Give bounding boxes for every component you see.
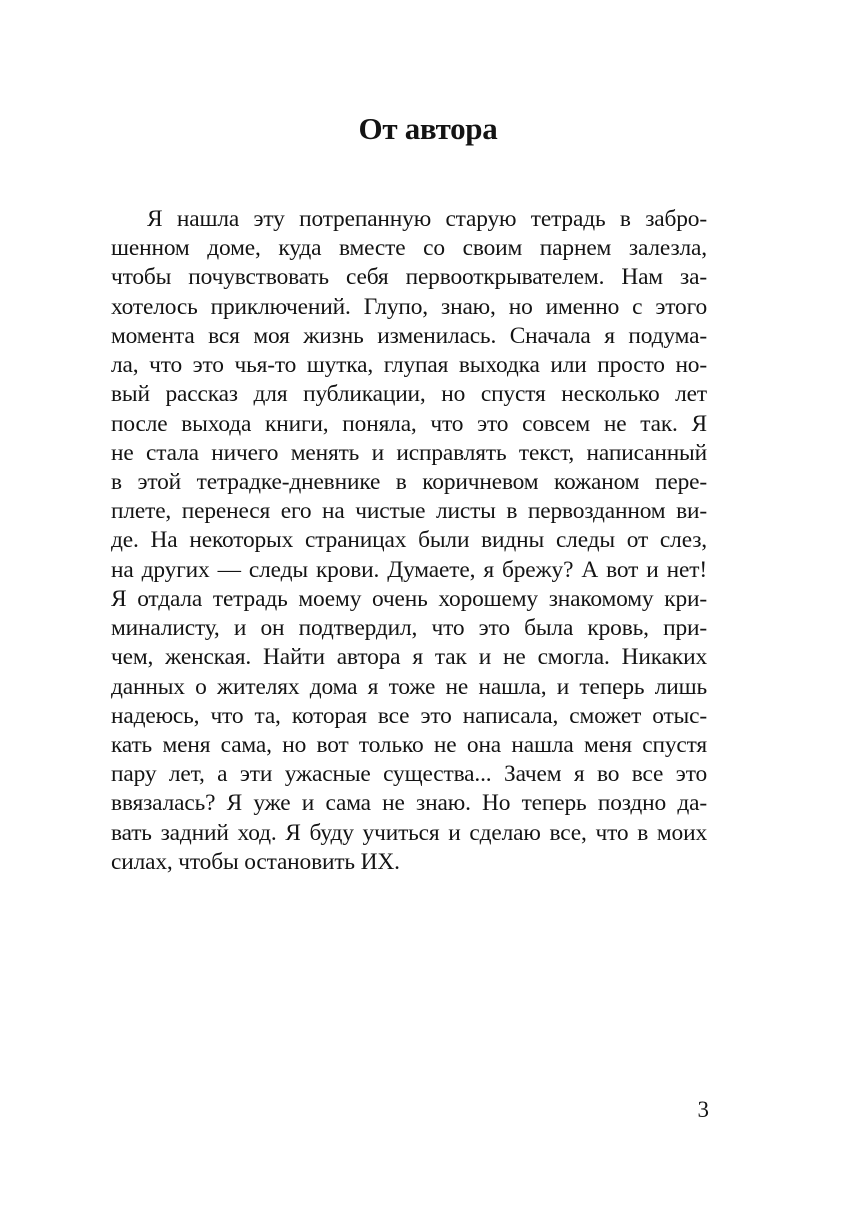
text-line: ввязалась? Я уже и сама не знаю. Но теперь поздно да- [111, 790, 707, 817]
text-line: пару лет, а эти ужасные существа... Зачем я во все это [111, 761, 707, 788]
text-line: плете, перенеся его на чистые листы в первозданном ви- [111, 498, 707, 525]
text-line: кать меня сама, но вот только не она нашла меня спустя [111, 731, 707, 758]
text-line: Я отдала тетрадь моему очень хорошему знакомому кри- [111, 585, 707, 612]
text-line: шенном доме, куда вместе со своим парнем залезла, [111, 235, 707, 262]
text-line: данных о жителях дома я тоже не нашла, и теперь лишь [111, 673, 707, 700]
text-line: момента вся моя жизнь изменилась. Сначала я подума- [111, 322, 707, 349]
text-line: чтобы почувствовать себя первооткрывателем. Нам за- [111, 264, 707, 291]
text-line: силах, чтобы остановить ИХ. [111, 848, 400, 875]
text-line: надеюсь, что та, которая все это написала, сможет отыс- [111, 702, 707, 729]
text-line: в этой тетрадке-дневнике в коричневом кожаном пере- [111, 468, 707, 495]
text-line: де. На некоторых страницах были видны следы от слез, [111, 527, 707, 554]
text-line: после выхода книги, поняла, что это совсем не так. Я [111, 410, 707, 437]
text-line: хотелось приключений. Глупо, знаю, но именно с этого [111, 293, 707, 320]
page-number: 3 [697, 1097, 709, 1122]
text-line: миналисту, и он подтвердил, что это была кровь, при- [111, 615, 707, 642]
text-line: вать задний ход. Я буду учиться и сделаю все, что в моих [111, 819, 707, 846]
body-paragraph [111, 205, 707, 877]
text-line: Я нашла эту потрепанную старую тетрадь в забро- [147, 206, 707, 232]
text-line: чем, женская. Найти автора я так и не смогла. Никаких [111, 644, 707, 671]
page-title: От автора [358, 111, 498, 146]
text-line: на других — следы крови. Думаете, я брежу? А вот и нет! [111, 556, 707, 583]
text-line: не стала ничего менять и исправлять текст, написанный [111, 439, 707, 466]
text-line: ла, что это чья-то шутка, глупая выходка или просто но- [111, 352, 707, 379]
text-line: вый рассказ для публикации, но спустя несколько лет [111, 381, 707, 408]
